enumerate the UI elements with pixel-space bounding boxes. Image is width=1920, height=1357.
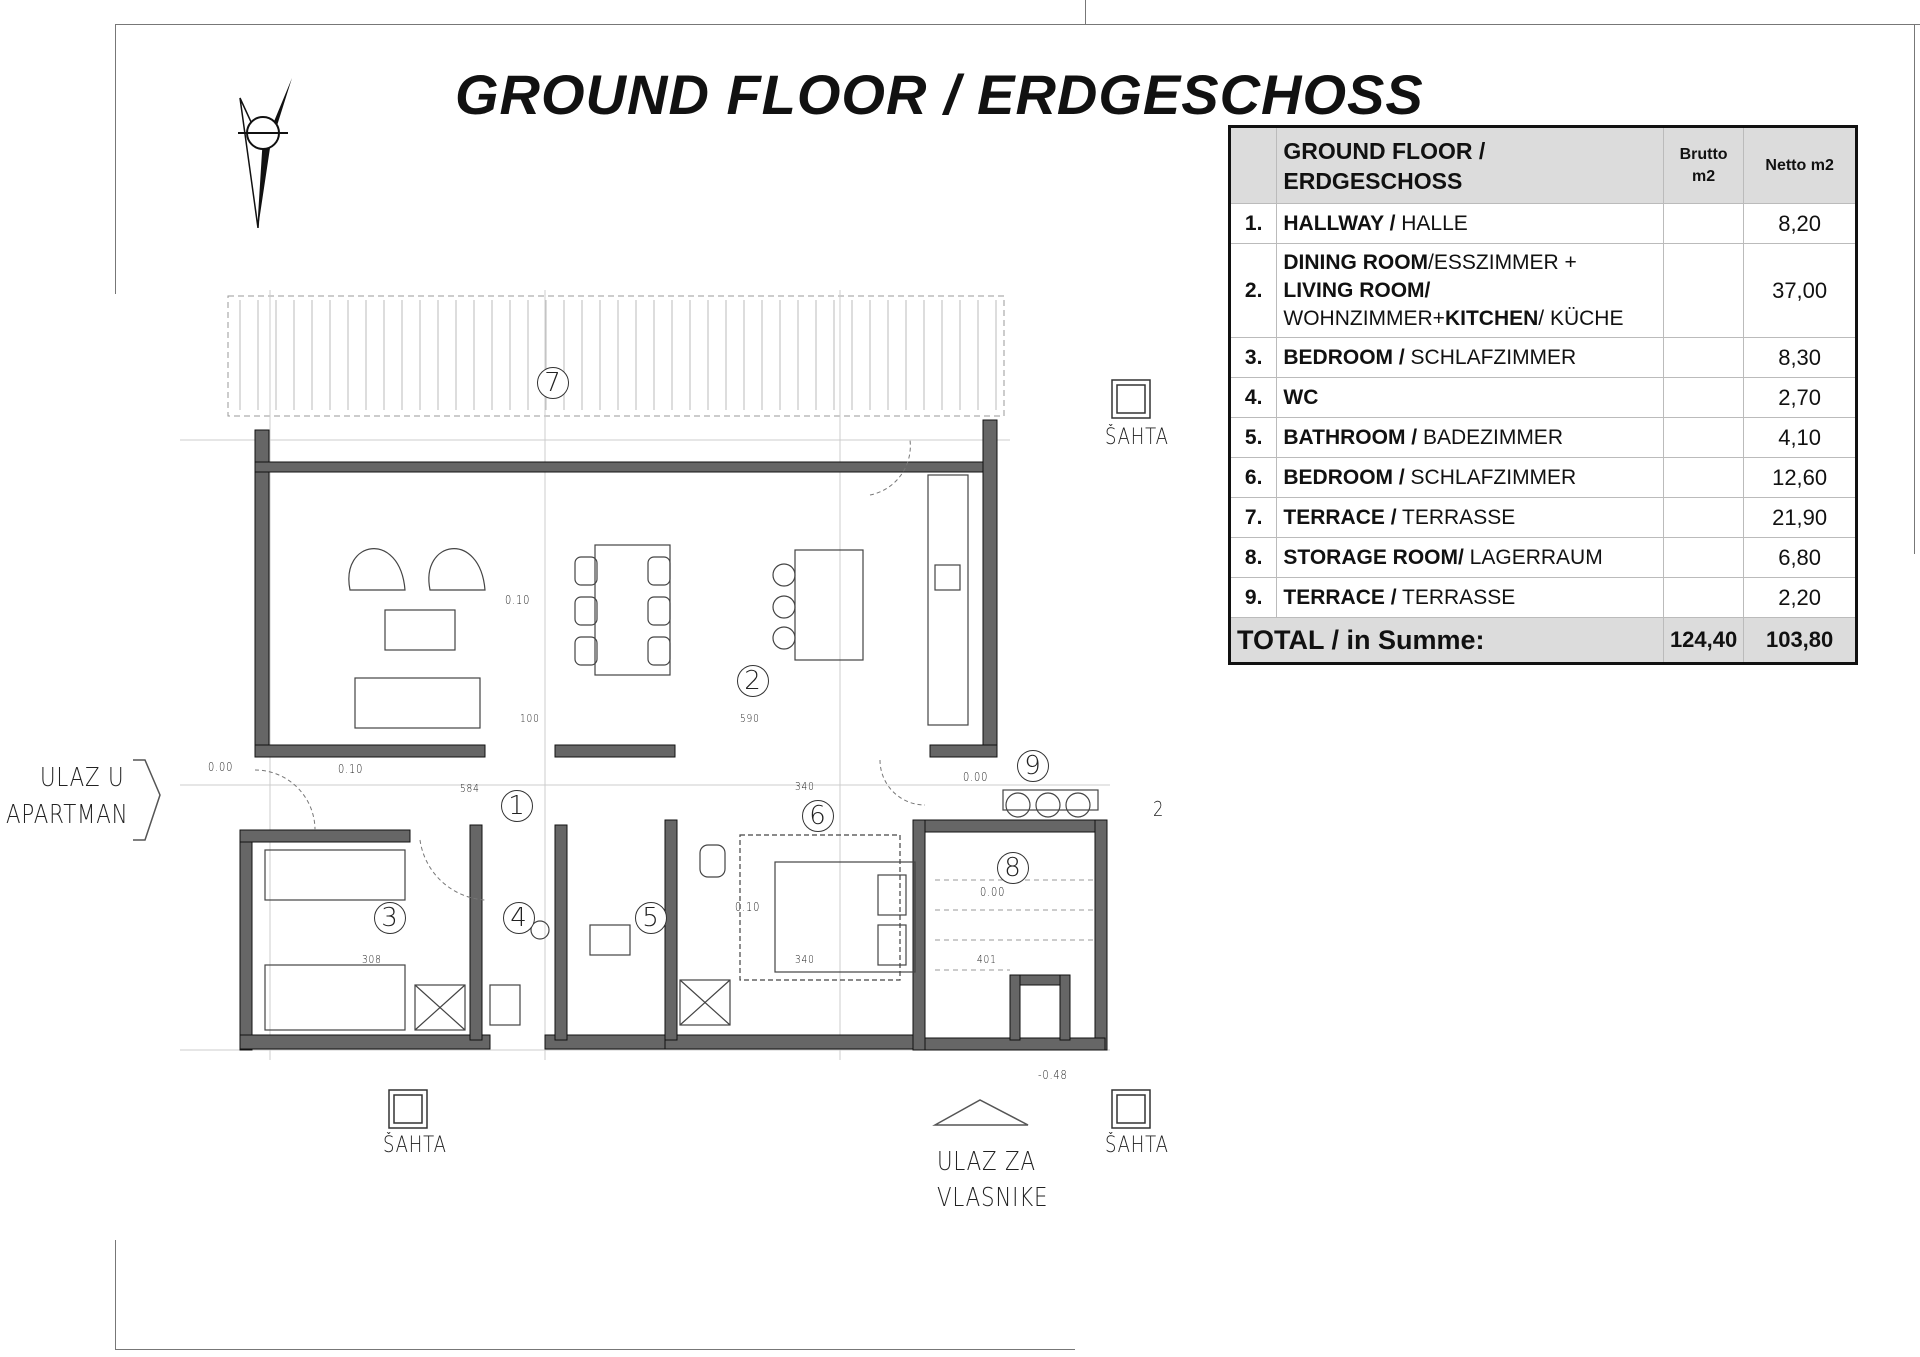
netto-value: 8,30 — [1744, 338, 1857, 378]
netto-value: 4,10 — [1744, 418, 1857, 458]
level-label: 0.10 — [735, 900, 761, 914]
level-label: -0.48 — [1038, 1068, 1068, 1082]
brutto-value — [1663, 338, 1743, 378]
room-name: BATHROOM / BADEZIMMER — [1277, 418, 1664, 458]
entrance-owners-label-1: ULAZ ZA — [937, 1147, 1036, 1177]
sahta-label-bottom-right: ŠAHTA — [1105, 1133, 1169, 1158]
dimension-label: 340 — [795, 953, 815, 966]
brutto-value — [1663, 458, 1743, 498]
level-label: 0.00 — [963, 770, 989, 784]
table-row — [1230, 458, 1857, 498]
room-name: WC — [1277, 378, 1664, 418]
sahta-label-right-top: ŠAHTA — [1105, 425, 1169, 450]
row-number: 1. — [1230, 204, 1277, 244]
terrace-hatch — [240, 300, 996, 410]
level-label: 0.00 — [208, 760, 234, 774]
netto-value: 6,80 — [1744, 538, 1857, 578]
room-number-7: 7 — [537, 367, 569, 399]
stairs — [935, 880, 1095, 970]
table-header-brutto: Brutto m2 — [1663, 127, 1743, 204]
dimension-label: 100 — [520, 712, 540, 725]
table-row — [1230, 578, 1857, 618]
table-row — [1230, 378, 1857, 418]
room-name: STORAGE ROOM/ LAGERRAUM — [1277, 538, 1664, 578]
netto-value: 37,00 — [1744, 244, 1857, 338]
level-label: 0.10 — [338, 762, 364, 776]
total-label: TOTAL / in Summe: — [1230, 618, 1664, 664]
entrance-owners-label-2: VLASNIKE — [937, 1183, 1049, 1213]
room-number-4: 4 — [503, 902, 535, 934]
row-number: 8. — [1230, 538, 1277, 578]
table-row — [1230, 418, 1857, 458]
side-mark: 2 — [1153, 797, 1165, 821]
brutto-value — [1663, 498, 1743, 538]
room-number-1: 1 — [501, 790, 533, 822]
room-number-6: 6 — [802, 800, 834, 832]
room-name: BEDROOM / SCHLAFZIMMER — [1277, 458, 1664, 498]
entrance-apartment-label-1: ULAZ U — [40, 763, 125, 793]
table-header-row — [1230, 127, 1857, 204]
room-number-8: 8 — [997, 852, 1029, 884]
entrance-owners-arrow-icon — [935, 1100, 1028, 1125]
netto-value: 2,20 — [1744, 578, 1857, 618]
netto-value: 8,20 — [1744, 204, 1857, 244]
table-row — [1230, 204, 1857, 244]
total-row — [1230, 618, 1857, 664]
brutto-value — [1663, 244, 1743, 338]
room-number-5: 5 — [635, 902, 667, 934]
netto-value: 21,90 — [1744, 498, 1857, 538]
room-name: TERRACE / TERRASSE — [1277, 498, 1664, 538]
row-number: 9. — [1230, 578, 1277, 618]
table-header-name: GROUND FLOOR / ERDGESCHOSS — [1277, 127, 1664, 204]
room-number-2: 2 — [737, 665, 769, 697]
dimension-label: 308 — [362, 953, 382, 966]
page-title: GROUND FLOOR / ERDGESCHOSS — [455, 63, 1424, 126]
table-header-netto: Netto m2 — [1744, 127, 1857, 204]
table-row — [1230, 498, 1857, 538]
brutto-value — [1663, 378, 1743, 418]
row-number: 7. — [1230, 498, 1277, 538]
room-number-3: 3 — [374, 902, 406, 934]
table-row — [1230, 538, 1857, 578]
dimension-label: 401 — [977, 953, 997, 966]
row-number: 4. — [1230, 378, 1277, 418]
brutto-value — [1663, 204, 1743, 244]
row-number: 3. — [1230, 338, 1277, 378]
total-netto: 103,80 — [1744, 618, 1857, 664]
table-row — [1230, 244, 1857, 338]
table-row — [1230, 338, 1857, 378]
table-header-num — [1230, 127, 1277, 204]
brutto-value — [1663, 418, 1743, 458]
dimension-label: 584 — [460, 782, 480, 795]
room-name: BEDROOM / SCHLAFZIMMER — [1277, 338, 1664, 378]
sahta-label-bottom-left: ŠAHTA — [383, 1133, 447, 1158]
level-label: 0.00 — [980, 885, 1006, 899]
brutto-value — [1663, 578, 1743, 618]
room-name: HALLWAY / HALLE — [1277, 204, 1664, 244]
total-brutto: 124,40 — [1663, 618, 1743, 664]
row-number: 5. — [1230, 418, 1277, 458]
room-name: DINING ROOM/ESSZIMMER + LIVING ROOM/ WOHNZIMMER+KITCHEN/ KÜCHE — [1277, 244, 1664, 338]
entrance-apartment-label-2: APARTMAN — [6, 800, 129, 830]
netto-value: 12,60 — [1744, 458, 1857, 498]
row-number: 2. — [1230, 244, 1277, 338]
dimension-label: 590 — [740, 712, 760, 725]
area-table — [1228, 125, 1858, 665]
dimension-label: 340 — [795, 780, 815, 793]
room-number-9: 9 — [1017, 750, 1049, 782]
entrance-apartment-arrow-icon — [133, 760, 160, 840]
row-number: 6. — [1230, 458, 1277, 498]
level-label: 0.10 — [505, 593, 531, 607]
brutto-value — [1663, 538, 1743, 578]
room-name: TERRACE / TERRASSE — [1277, 578, 1664, 618]
netto-value: 2,70 — [1744, 378, 1857, 418]
